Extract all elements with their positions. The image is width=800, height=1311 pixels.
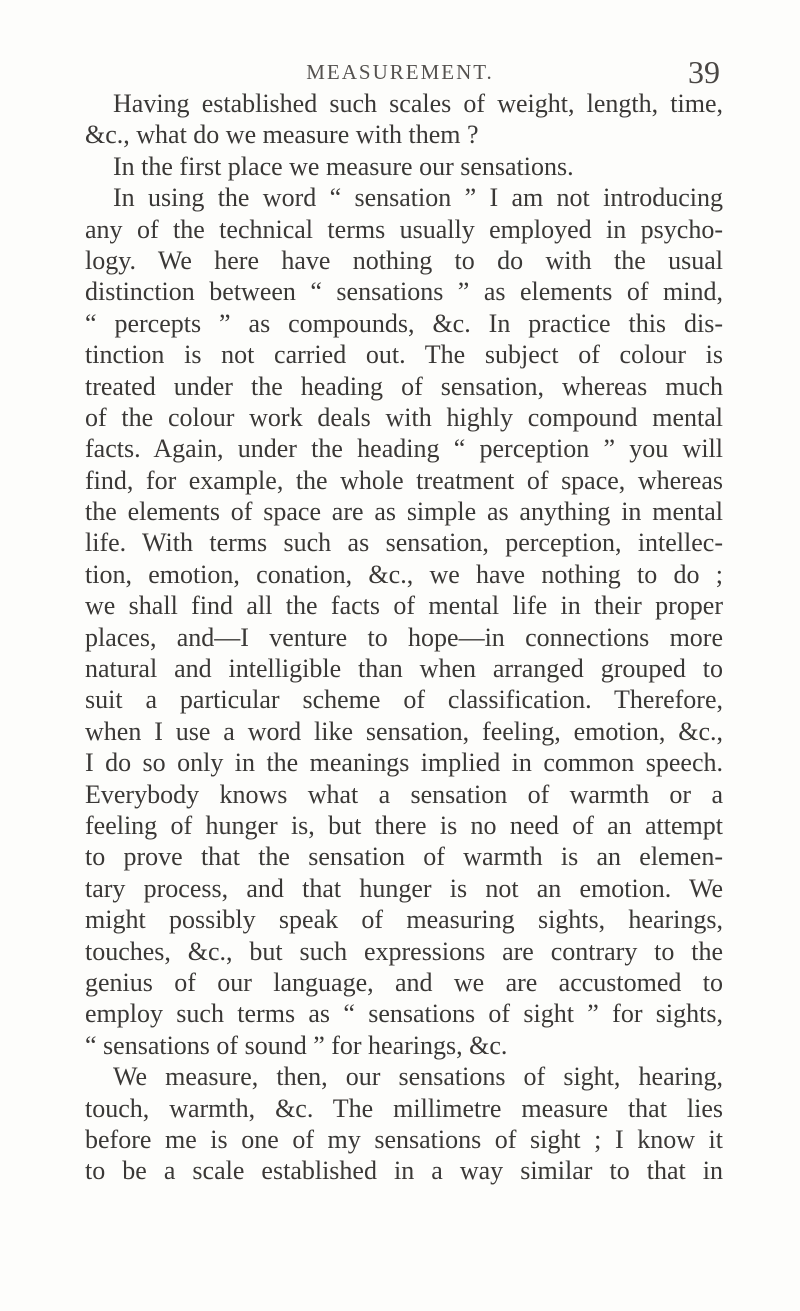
text-line: touches, &c., but such expressions are contrary to the (85, 936, 723, 966)
text-line: treated under the heading of sensation, whereas much (85, 371, 723, 401)
text-line: places, and—I venture to hope—in connections more (85, 622, 723, 652)
text-line: distinction between “ sensations ” as elements of mind, (85, 277, 723, 307)
running-title: MEASUREMENT. (306, 60, 494, 84)
text-line: tinction is not carried out. The subject of colour is (85, 340, 723, 370)
text-line: touch, warmth, &c. The millimetre measure that lies (85, 1093, 723, 1123)
text-line: employ such terms as “ sensations of sight ” for sights, (85, 999, 723, 1029)
text-line: the elements of space are as simple as anything in mental (85, 497, 723, 527)
text-line: of the colour work deals with highly compound mental (85, 402, 723, 432)
text-line: &c., what do we measure with them ? (85, 120, 479, 150)
text-line: might possibly speak of measuring sights, hearings, (85, 905, 723, 935)
text-line: when I use a word like sensation, feeling, emotion, &c., (85, 716, 723, 746)
text-line: logy. We here have nothing to do with the usual (85, 245, 723, 275)
text-line: natural and intelligible than when arranged grouped to (85, 654, 723, 684)
text-line: find, for example, the whole treatment of space, whereas (85, 465, 723, 495)
text-line: In the first place we measure our sensations. (113, 151, 574, 181)
text-line: tion, emotion, conation, &c., we have nothing to do ; (85, 559, 723, 589)
text-line: I do so only in the meanings implied in common speech. (85, 748, 723, 778)
text-line: feeling of hunger is, but there is no need of an attempt (85, 810, 723, 840)
body-text (85, 88, 723, 1187)
text-line: any of the technical terms usually employed in psycho- (85, 214, 723, 244)
text-line: In using the word “ sensation ” I am not introducing (113, 183, 723, 213)
text-line: before me is one of my sensations of sight ; I know it (85, 1124, 723, 1154)
text-line: suit a particular scheme of classification. Therefore, (85, 685, 723, 715)
page-number: 39 (688, 54, 720, 90)
text-line: genius of our language, and we are accustomed to (85, 967, 723, 997)
text-line: to be a scale established in a way similar to that in (85, 1156, 723, 1186)
text-line: tary process, and that hunger is not an emotion. We (85, 873, 723, 903)
text-line: to prove that the sensation of warmth is an elemen- (85, 842, 723, 872)
text-line: We measure, then, our sensations of sight, hearing, (113, 1062, 723, 1092)
text-line: Having established such scales of weight, length, time, (113, 89, 723, 118)
text-line: Everybody knows what a sensation of warmth or a (85, 779, 723, 809)
text-line: “ percepts ” as compounds, &c. In practice this dis- (85, 308, 723, 338)
text-line: life. With terms such as sensation, perception, intellec- (85, 528, 723, 558)
text-line: “ sensations of sound ” for hearings, &c. (85, 1030, 508, 1060)
text-line: facts. Again, under the heading “ perception ” you will (85, 434, 723, 464)
text-line: we shall find all the facts of mental life in their proper (85, 591, 723, 621)
